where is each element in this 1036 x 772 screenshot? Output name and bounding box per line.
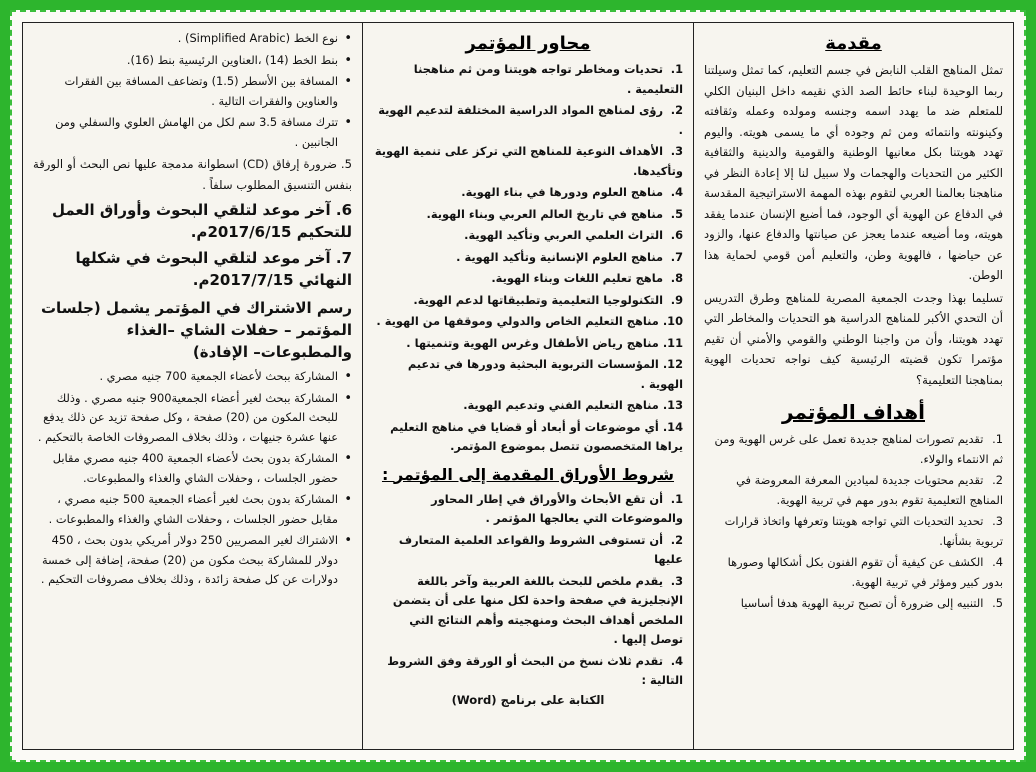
item-number: 8. bbox=[670, 271, 683, 285]
item-text: أن تقع الأبحاث والأوراق في إطار المحاور والموضوعات التي يعالجها المؤتمر . bbox=[431, 491, 683, 525]
list-item bbox=[373, 205, 683, 225]
item-text: التنبيه إلى ضرورة أن تصبح تربية الهوية هدفا أساسيا bbox=[740, 596, 984, 610]
item-text: مناهج العلوم الإنسانية وتأكيد الهوية . bbox=[456, 249, 664, 264]
conditions-list bbox=[373, 490, 683, 691]
item-text: الأهداف النوعية للمناهج التي تركز على تنمية الهوية وتأكيدها. bbox=[374, 144, 683, 178]
fees-list bbox=[33, 367, 352, 590]
item-text: يقدم ملخص للبحث باللغة العربية وآخر باللغة الإنجليزية في صفحة واحدة لكل منها على أن يتضمن الملخص أهداف البحث ومنهجيته وأهم النتائج التي توصل إليها . bbox=[392, 573, 683, 646]
item-number: 6. bbox=[670, 228, 683, 242]
item-number: 3. bbox=[670, 573, 683, 588]
format-bullets bbox=[33, 29, 352, 152]
list-item bbox=[704, 594, 1003, 614]
list-item bbox=[373, 226, 683, 246]
deadline-final: 7. آخر موعد لتلقي البحوث في شكلها النهائي 2017/7/15م. bbox=[75, 249, 352, 289]
conditions-heading: شروط الأوراق المقدمة إلى المؤتمر : bbox=[381, 464, 675, 484]
item-number: 1. bbox=[670, 62, 683, 76]
list-item bbox=[373, 291, 683, 311]
item-text: مناهج العلوم ودورها في بناء الهوية. bbox=[461, 185, 664, 199]
list-item bbox=[373, 142, 683, 181]
axes-list bbox=[373, 60, 683, 457]
list-item bbox=[373, 334, 683, 354]
list-item bbox=[704, 430, 1003, 469]
item-number: 4. bbox=[670, 653, 683, 668]
list-item bbox=[373, 101, 683, 140]
column-intro-goals bbox=[694, 23, 1013, 749]
list-item bbox=[704, 553, 1003, 592]
list-item: • المشاركة ببحث لغير أعضاء الجمعية900 جنيه مصري . وذلك للبحث المكون من (20) صفحة ، وكل صفحة تزيد عن ذلك يدفع عنها عشرة جنيهات ، وذلك بخلاف المصروفات الخاصة بالتحكيم . bbox=[33, 389, 352, 448]
list-item bbox=[373, 248, 683, 268]
item-text: تقديم تصورات لمناهج جديدة تعمل على غرس الهوية ومن ثم الانتماء والولاء. bbox=[714, 432, 1003, 466]
item-number: 4. bbox=[670, 185, 683, 199]
list-item: • المشاركة بدون بحث لغير أعضاء الجمعية 500 جنيه مصري ، مقابل حضور الجلسات ، وحفلات الشاي والغذاء والمطبوعات . bbox=[33, 490, 352, 529]
item-number: 2. bbox=[992, 473, 1003, 487]
axes-heading: محاور المؤتمر bbox=[465, 33, 591, 54]
item-text: أن تستوفى الشروط والقواعد العلمية المتعارف عليها bbox=[398, 532, 683, 566]
cd-requirement: 5. ضرورة إرفاق (CD) اسطوانة مدمجة عليها نص البحث أو الورقة بنفس التنسيق المطلوب سلفاً . bbox=[33, 157, 353, 192]
item-number: 10. bbox=[662, 314, 683, 328]
item-number: 5. bbox=[670, 206, 683, 221]
document-page bbox=[22, 22, 1014, 750]
intro-paragraph: تسليما بهذا وجدت الجمعية المصرية للمناهج وطرق التدريس أن التحدي الأكبر للمناهج الدراسية هو التحديات والمخاطر التي تهدد هويتنا، وأن من واجبنا الوطني والقومي والأمني أن تقيم مؤتمرا تكون قضيته الرئيسية كيف نواجه تحديات الهوية بمناهجنا التعليمية؟ bbox=[704, 290, 1003, 387]
list-item bbox=[373, 60, 683, 99]
intro-paragraph: تمثل المناهج القلب النابض في جسم التعليم، كما تمثل وسيلتنا ربما الوحيدة لبناء حائط الصد الذي نقيمه داخل البنيان الكلي للمتعلم ضد ما يهدد اسمه وجنسه ومولده وعمله وثقافته وكينونته وانتمائه ومن ثم وجوده أي ما يسمى هويته. واليوم تهدد هويتنا بكل معانيها الوطنية والقومية والدينية والثقافية الكثير من التحديات والهجمات ولا سبيل لنا إلا إعادة النظر في مناهجنا بعالمنا العربي لتقوم بهذه المهمة الاستراتيجية المقدسة في الدفاع عن الهوية أي الوجود، فما أضيع الإنسان عندما يفقد هويته، وما أضيعه عندما يعجز عن صيانتها والدفاع عنها، والزود عن حياضها ، فالهوية وطن، والتعليم أمن قومي لحماية هذا الوطن. bbox=[704, 63, 1003, 282]
list-item bbox=[373, 490, 683, 529]
item-number: 2. bbox=[670, 103, 683, 117]
item-number: 14. bbox=[662, 419, 683, 434]
column-format-fees bbox=[23, 23, 362, 749]
list-item bbox=[373, 183, 683, 203]
item-number: 12. bbox=[662, 357, 683, 371]
item-text: التكنولوجيا التعليمية وتطبيقاتها لدعم الهوية. bbox=[413, 292, 664, 307]
list-item: • نوع الخط (Simplified Arabic) . bbox=[33, 29, 352, 49]
list-item bbox=[373, 312, 683, 332]
item-number: 11. bbox=[662, 335, 683, 350]
item-text: ماهج تعليم اللغات وبناء الهوية. bbox=[491, 271, 664, 285]
list-item bbox=[373, 355, 683, 394]
list-item: • تترك مسافة 3.5 سم لكل من الهامش العلوي والسفلي ومن الجانبين . bbox=[33, 113, 352, 152]
item-text: تحديات ومخاطر تواجه هويتنا ومن ثم مناهجنا التعليمية . bbox=[413, 62, 683, 96]
item-text: مناهج رياض الأطفال وغرس الهوية وتنميتها . bbox=[406, 335, 659, 350]
list-item bbox=[704, 471, 1003, 510]
item-number: 9. bbox=[670, 292, 683, 307]
item-number: 13. bbox=[662, 398, 683, 412]
intro-heading: مقدمة bbox=[825, 33, 882, 54]
column-axes-conditions bbox=[362, 23, 694, 749]
item-text: المؤسسات التربوية البحثية ودورها في تدعيم الهوية . bbox=[407, 357, 683, 391]
item-text: الكشف عن كيفية أن تقوم الفنون بكل أشكالها وصورها بدور كبير ومؤثر في تربية الهوية. bbox=[727, 555, 1003, 589]
item-text: رؤى لمناهج المواد الدراسية المختلفة لتدعيم الهوية . bbox=[378, 103, 683, 137]
fees-heading: رسم الاشتراك في المؤتمر يشمل (جلسات المؤتمر – حفلات الشاي –الغذاء والمطبوعات– الإفادة) bbox=[40, 299, 352, 361]
list-item: • بنط الخط (14) ،العناوين الرئيسية بنط (16). bbox=[33, 51, 352, 71]
item-text: أي موضوعات أو أبعاد أو قضايا في مناهج التعليم يراها المتخصصون تتصل بموضوع المؤتمر. bbox=[390, 419, 683, 453]
item-number: 7. bbox=[670, 249, 683, 264]
goals-list bbox=[704, 430, 1003, 614]
item-text: مناهج في تاريخ العالم العربي وبناء الهوية. bbox=[426, 206, 664, 221]
list-item: • الاشتراك لغير المصريين 250 دولار أمريكي بدون بحث ، 450 دولار للمشاركة ببحث مكون من (20) صفحة، إضافة إلى خمسة دولارات عن كل صفحة زائدة ، وذلك بخلاف مصروفات التحكيم . bbox=[33, 531, 352, 590]
list-item bbox=[373, 652, 683, 691]
list-item: • المشاركة ببحث لأعضاء الجمعية 700 جنيه مصري . bbox=[33, 367, 352, 387]
item-text: تقديم محتويات جديدة لميادين المعرفة المعروضة في المناهج التعليمية تقوم بدور مهم في تربية الهوية. bbox=[736, 473, 1003, 507]
item-text: تحديد التحديات التي تواجه هويتنا وتعرفها واتخاذ قرارات تربوية بشأنها. bbox=[724, 514, 1003, 548]
item-text: مناهج التعليم الفني وتدعيم الهوية. bbox=[463, 398, 659, 412]
item-text: تقدم ثلاث نسخ من البحث أو الورقة وفق الشروط التالية : bbox=[387, 653, 683, 687]
goals-heading: أهداف المؤتمر bbox=[782, 400, 925, 424]
item-number: 4. bbox=[992, 555, 1003, 569]
deadline-review: 6. آخر موعد لتلقي البحوث وأوراق العمل للتحكيم 2017/6/15م. bbox=[51, 201, 352, 241]
item-text: مناهج التعليم الخاص والدولي وموقفها من الهوية . bbox=[376, 314, 659, 328]
item-number: 1. bbox=[992, 432, 1003, 446]
list-item bbox=[373, 531, 683, 570]
list-item bbox=[704, 512, 1003, 551]
item-text: التراث العلمي العربي وتأكيد الهوية. bbox=[464, 228, 664, 242]
item-number: 3. bbox=[670, 144, 683, 158]
list-item: • المسافة بين الأسطر (1.5) وتضاعف المسافة بين الفقرات والعناوين والفقرات التالية . bbox=[33, 72, 352, 111]
list-item bbox=[373, 418, 683, 457]
list-item bbox=[373, 396, 683, 416]
item-number: 3. bbox=[992, 514, 1003, 528]
item-number: 5. bbox=[992, 596, 1003, 610]
list-item bbox=[373, 269, 683, 289]
list-item: • المشاركة بدون بحث لأعضاء الجمعية 400 جنيه مصري مقابل حضور الجلسات ، وحفلات الشاي والغذاء والمطبوعات. bbox=[33, 449, 352, 488]
word-requirement: الكتابة على برنامج (Word) bbox=[451, 692, 605, 707]
list-item bbox=[373, 572, 683, 650]
item-number: 1. bbox=[670, 491, 683, 506]
item-number: 2. bbox=[670, 532, 683, 547]
